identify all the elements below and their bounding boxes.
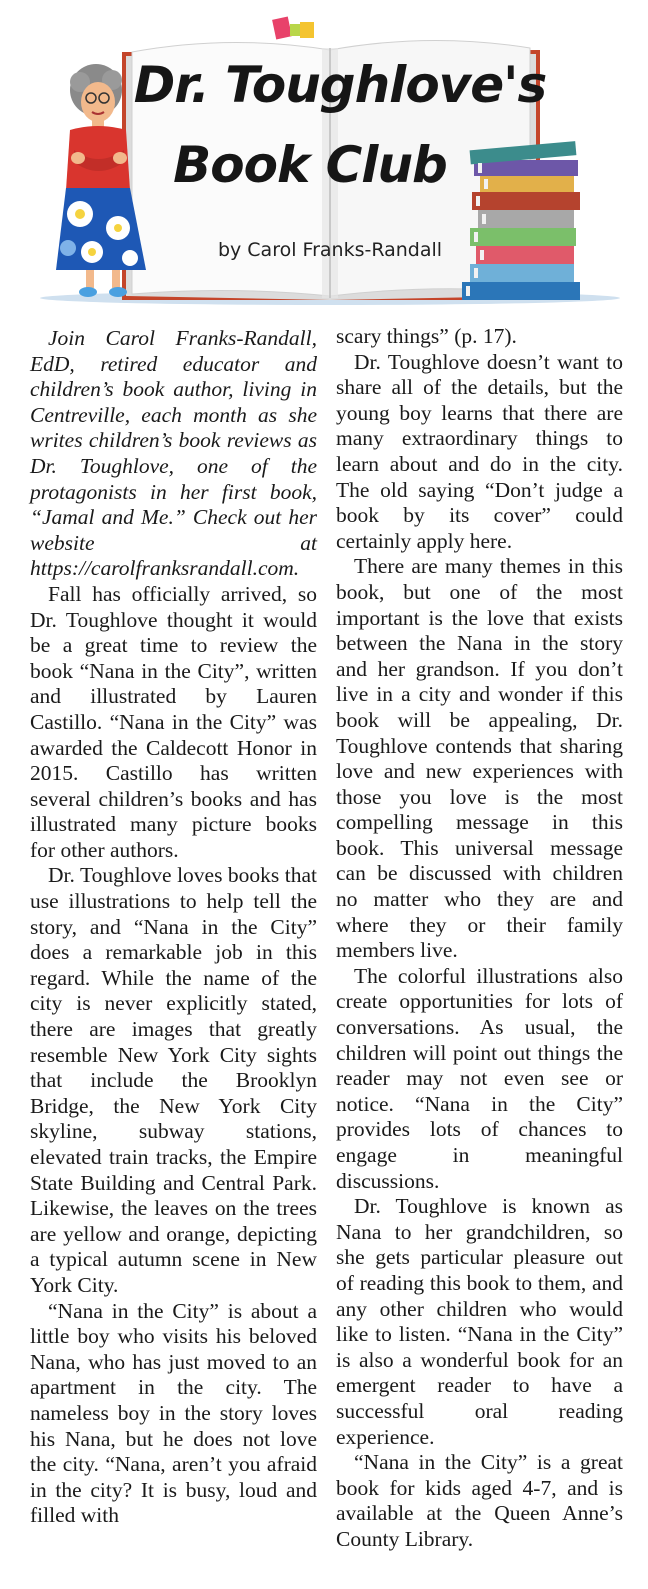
masthead	[0, 0, 648, 312]
article-paragraph-continued: scary things” (p. 17).	[336, 324, 517, 348]
bookmark-icon	[272, 17, 292, 40]
masthead-title: Dr. Toughlove's	[133, 56, 547, 114]
article-column-right	[336, 324, 623, 1553]
article-paragraph: “Nana in the City” is a great book for kids aged 4-7, and is available at the Queen Anne’s County Library.	[336, 1450, 623, 1551]
article-paragraph: Dr. Toughlove is known as Nana to her grandchildren, so she gets particular pleasure out of reading this book to them, and any other children who would like to listen. “Nana in the City” is also a wonderful book for an emergent reader to have a successful oral reading experience.	[336, 1194, 623, 1449]
book-stack-icon	[462, 141, 580, 300]
intro-paragraph: Join Carol Franks-Randall, EdD, retired educator and children’s book author, living in Centreville, each month as she writes children’s book reviews as Dr. Toughlove, one of the protagonists in her first book, “Jamal and Me.” Check out her website at https://carolfranksrandall.com.	[30, 326, 317, 581]
article-column-left	[30, 326, 317, 1529]
article-paragraph: Fall has officially arrived, so Dr. Toughlove thought it would be a great time to review the book “Nana in the City”, written and illustrated by Lauren Castillo. “Nana in the City” was awarded the Caldecott Honor in 2015. Castillo has written several children’s books and has illustrated many picture books for other authors.	[30, 581, 317, 862]
article-paragraph: “Nana in the City” is about a little boy who visits his beloved Nana, who has just moved to an apartment in the city. The nameless boy in the story loves his Nana, but he does not love the city. “Nana, aren’t you afraid in the city? It is busy, loud and filled with	[30, 1298, 317, 1528]
article-paragraph: The colorful illustrations also create opportunities for lots of conversations. As usual, the children will point out things the reader may not even see or notice. “Nana in the City” provides lots of chances to engage in meaningful discussions.	[336, 963, 623, 1193]
article-paragraph: Dr. Toughlove loves books that use illustrations to help tell the story, and “Nana in the City” does a remarkable job in this regard. While the name of the city is never explicitly stated, there are images that greatly resemble New York City sights that include the Brooklyn Bridge, the New York City skyline, subway stations, elevated train tracks, the Empire State Building and Central Park. Likewise, the leaves on the trees are yellow and orange, depicting a typical autumn scene in New York City.	[30, 863, 317, 1297]
byline: by Carol Franks-Randall	[217, 239, 443, 261]
article-paragraph: There are many themes in this book, but one of the most important is the love that exists between the Nana in the story and her grandson. If you don’t live in a city and wonder if this book will be appealing, Dr. Toughlove contends that sharing love and new experiences with those you love is the most compelling message in this book. This universal message can be discussed with children no matter who they are and where they or their family members live.	[336, 554, 623, 963]
article-paragraph: Dr. Toughlove doesn’t want to share all of the details, but the young boy learns that there are many extraordinary things to learn about and do in the city. The old saying “Don’t judge a book by its cover” could certainly apply here.	[336, 349, 623, 553]
masthead-subtitle: Book Club	[173, 136, 447, 194]
